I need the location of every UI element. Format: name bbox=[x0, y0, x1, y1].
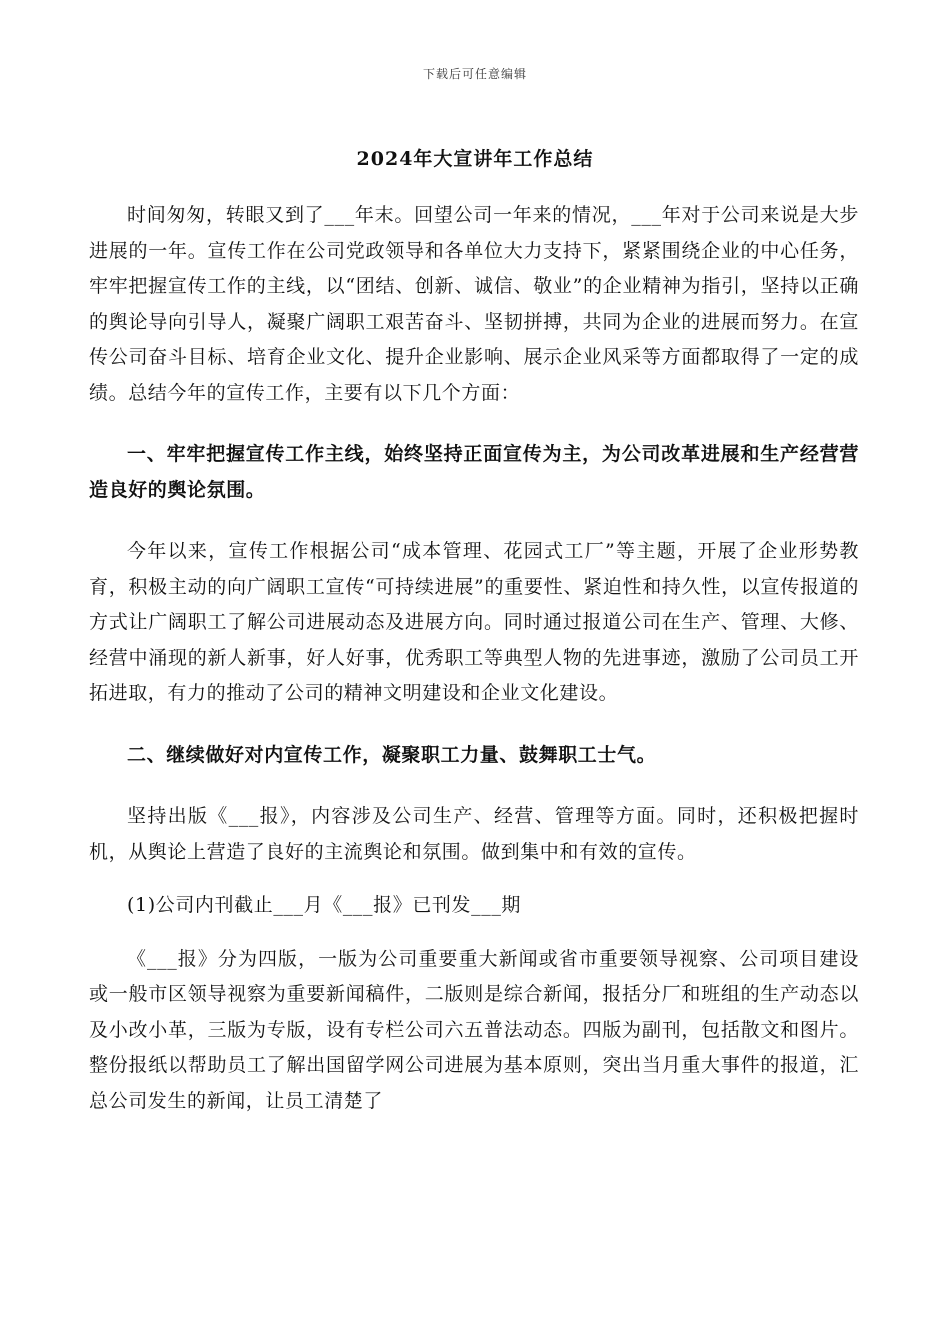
section-heading-2: 二、继续做好对内宣传工作，凝聚职工力量、鼓舞职工士气。 bbox=[127, 743, 657, 766]
section-2-paragraph: 坚持出版《___报》，内容涉及公司生产、经营、管理等方面。同时，还积极把握时机，从舆论上营造了良好的主流舆论和氛围。做到集中和有效的宣传。 bbox=[89, 805, 859, 863]
section-1-paragraph: 今年以来，宣传工作根据公司“成本管理、花园式工厂”等主题，开展了企业形势教育，积极主动的向广阔职工宣传“可持续进展”的重要性、紧迫性和持久性，以宣传报道的方式让广阔职工了解公司进展动态及进展方向。同时通过报道公司在生产、管理、大修、经营中涌现的新人新事，好人好事，优秀职工等典型人物的先进事迹，激励了公司员工开拓进取，有力的推动了公司的精神文明建设和企业文化建设。 bbox=[89, 540, 859, 704]
intro-paragraph: 时间匆匆，转眼又到了___年末。回望公司一年来的情况，___年对于公司来说是大步进展的一年。宣传工作在公司党政领导和各单位大力支持下，紧紧围绕企业的中心任务，牢牢把握宣传工作的主线，以“团结、创新、诚信、敬业”的企业精神为指引，坚持以正确的舆论导向引导人，凝聚广阔职工艰苦奋斗、坚韧拼搏，共同为企业的进展而努力。在宣传公司奋斗目标、培育企业文化、提升企业影响、展示企业风采等方面都取得了一定的成绩。总结今年的宣传工作，主要有以下几个方面： bbox=[89, 204, 859, 404]
document-body bbox=[89, 198, 859, 1119]
document-title: 2024年大宣讲年工作总结 bbox=[356, 148, 594, 170]
list-item-1: (1)公司内刊截止___月《___报》已刊发___期 bbox=[127, 894, 522, 916]
header-note: 下载后可任意编辑 bbox=[422, 67, 527, 81]
section-2-detail-paragraph: 《___报》分为四版，一版为公司重要重大新闻或省市重要领导视察、公司项目建设或一般市区领导视察为重要新闻稿件，二版则是综合新闻，报括分厂和班组的生产动态以及小改小革，三版为专版，设有专栏公司六五普法动态。四版为副刊，包括散文和图片。整份报纸以帮助员工了解出国留学网公司进展为基本原则，突出当月重大事件的报道，汇总公司发生的新闻，让员工清楚了 bbox=[89, 947, 859, 1112]
section-heading-1: 一、牢牢把握宣传工作主线，始终坚持正面宣传为主，为公司改革进展和生产经营营造良好的舆论氛围。 bbox=[89, 443, 859, 501]
